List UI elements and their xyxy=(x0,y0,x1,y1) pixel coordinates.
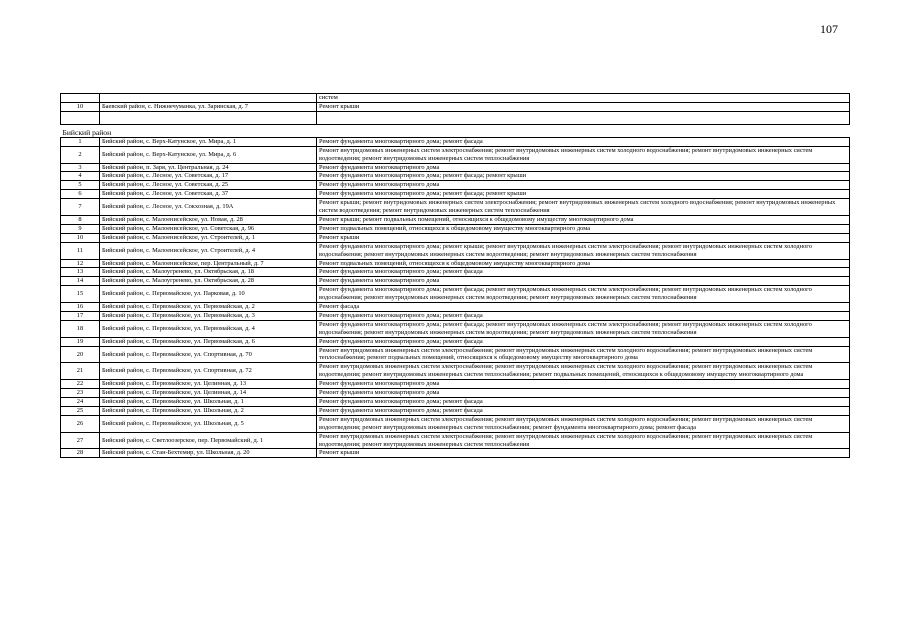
table-row xyxy=(61,346,850,363)
row-work: Ремонт подвальных помещений, относящихся к общедомовому имуществу многоквартирного дома xyxy=(317,259,850,268)
row-number: 19 xyxy=(61,337,100,346)
row-address: Бийский район, с. Первомайское, ул. Первомайская, д. 6 xyxy=(100,337,317,346)
row-address: Баевский район, с. Нижнечуманка, ул. Заринская, д. 7 xyxy=(100,102,317,111)
row-work: Ремонт фундамента многоквартирного дома xyxy=(317,389,850,398)
row-number: 24 xyxy=(61,398,100,407)
row-number: 18 xyxy=(61,320,100,337)
row-work: Ремонт фундамента многоквартирного дома; ремонт фасада xyxy=(317,337,850,346)
table-row xyxy=(61,337,850,346)
row-work: Ремонт фундамента многоквартирного дома xyxy=(317,277,850,286)
row-address: Бийский район, с. Светлоозерское, пер. Первомайский, д. 1 xyxy=(100,432,317,449)
repair-table-body xyxy=(61,94,850,458)
row-work: Ремонт крыши xyxy=(317,233,850,242)
row-number: 14 xyxy=(61,277,100,286)
table-row xyxy=(61,320,850,337)
row-number: 13 xyxy=(61,268,100,277)
table-row xyxy=(61,233,850,242)
row-address: Бийский район, с. Малоенисейское, пер. Центральный, д. 7 xyxy=(100,259,317,268)
row-address: Бийский район, п. Заря, ул. Центральная, д. 24 xyxy=(100,163,317,172)
table-row xyxy=(61,259,850,268)
table-row xyxy=(61,406,850,415)
row-number: 12 xyxy=(61,259,100,268)
table-row xyxy=(61,181,850,190)
row-address: Бийский район, с. Лесное, ул. Советская, д. 37 xyxy=(100,190,317,199)
row-number: 28 xyxy=(61,449,100,458)
row-number: 9 xyxy=(61,224,100,233)
spacer-row xyxy=(61,111,850,124)
row-work: Ремонт внутридомовых инженерных систем электроснабжения; ремонт внутридомовых инженерных систем холодного водоснабжения; ремонт внутридомовых инженерных систем водоотведения; ремонт внутридомовых инженерных систем теплоснабжения; ремонт подвальных помещений, относящихся к общедомовому имуществу многоквартирного дома xyxy=(317,363,850,380)
row-work: Ремонт внутридомовых инженерных систем электроснабжения; ремонт внутридомовых инженерных систем холодного водоснабжения; ремонт внутридомовых инженерных систем водоотведения; ремонт внутридомовых инженерных систем теплоснабжения xyxy=(317,432,850,449)
row-work: Ремонт фундамента многоквартирного дома; ремонт фасада; ремонт крыши xyxy=(317,190,850,199)
row-work: Ремонт фундамента многоквартирного дома; ремонт фасада; ремонт внутридомовых инженерных систем электроснабжения; ремонт внутридомовых инженерных систем холодного водоснабжения; ремонт внутридомовых инженерных систем водоотведения; ремонт внутридомовых инженерных систем теплоснабжения xyxy=(317,286,850,303)
row-number: 23 xyxy=(61,389,100,398)
table-row xyxy=(61,137,850,146)
row-number: 4 xyxy=(61,172,100,181)
row-work: Ремонт фундамента многоквартирного дома; ремонт фасада xyxy=(317,137,850,146)
row-address: Бийский район, с. Первомайское, ул. Первомайская, д. 4 xyxy=(100,320,317,337)
row-address: Бийский район, с. Лесное, ул. Советская, д. 25 xyxy=(100,181,317,190)
row-address: Бийский район, с. Малоенисейское, ул. Строителей, д. 1 xyxy=(100,233,317,242)
row-number: 6 xyxy=(61,190,100,199)
row-number xyxy=(61,94,100,103)
table-row xyxy=(61,163,850,172)
table-row xyxy=(61,102,850,111)
row-address: Бийский район, с. Первомайское, ул. Первомайская, д. 2 xyxy=(100,303,317,312)
row-address: Бийский район, с. Малоенисейское, ул. Новая, д. 28 xyxy=(100,215,317,224)
row-work: Ремонт фундамента многоквартирного дома; ремонт фасада xyxy=(317,311,850,320)
row-address: Бийский район, с. Первомайское, ул. Школьная, д. 5 xyxy=(100,415,317,432)
table-row xyxy=(61,190,850,199)
row-address: Бийский район, с. Лесное, ул. Сокхозная, д. 19А xyxy=(100,199,317,216)
row-work: Ремонт внутридомовых инженерных систем электроснабжения; ремонт внутридомовых инженерных систем холодного водоснабжения; ремонт внутридомовых инженерных систем теплоснабжения; ремонт подвальных помещений, относящихся к общедомовому имуществу многоквартирного дома xyxy=(317,346,850,363)
row-work: Ремонт внутридомовых инженерных систем электроснабжения; ремонт внутридомовых инженерных систем холодного водоснабжения; ремонт внутридомовых инженерных систем водоотведения; ремонт внутридомовых инженерных систем теплоснабжения xyxy=(317,146,850,163)
row-address: Бийский район, с. Верх-Катунское, ул. Мира, д. 6 xyxy=(100,146,317,163)
table-row xyxy=(61,172,850,181)
row-number: 27 xyxy=(61,432,100,449)
row-number: 2 xyxy=(61,146,100,163)
row-number: 26 xyxy=(61,415,100,432)
row-number: 1 xyxy=(61,137,100,146)
table-row xyxy=(61,415,850,432)
row-work: Ремонт крыши; ремонт подвальных помещений, относящихся к общедомовому имуществу многоквартирного дома xyxy=(317,215,850,224)
row-address: Бийский район, с. Первомайское, ул. Спортивная, д. 70 xyxy=(100,346,317,363)
table-row xyxy=(61,224,850,233)
row-number: 5 xyxy=(61,181,100,190)
section-header-row xyxy=(61,124,850,137)
page-number: 107 xyxy=(820,22,838,36)
table-row xyxy=(61,303,850,312)
row-address: Бийский район, с. Первомайское, ул. Целинная, д. 14 xyxy=(100,389,317,398)
repair-table xyxy=(60,93,850,458)
row-address: Бийский район, с. Первомайское, ул. Первомайская, д. 3 xyxy=(100,311,317,320)
row-address: Бийский район, с. Первомайское, ул. Целинная, д. 13 xyxy=(100,380,317,389)
table-row xyxy=(61,277,850,286)
row-work: Ремонт крыши xyxy=(317,102,850,111)
table-row xyxy=(61,146,850,163)
row-number: 25 xyxy=(61,406,100,415)
row-address: Бийский район, с. Малоенисейское, ул. Советская, д. 96 xyxy=(100,224,317,233)
table-row xyxy=(61,449,850,458)
row-work: Ремонт фундамента многоквартирного дома; ремонт фасада xyxy=(317,398,850,407)
row-address: Бийский район, с. Первомайское, ул. Спортивная, д. 72 xyxy=(100,363,317,380)
row-work: Ремонт фундамента многоквартирного дома; ремонт крыши; ремонт внутридомовых инженерных систем электроснабжения; ремонт внутридомовых инженерных систем холодного водоснабжения; ремонт внутридомовых инженерных систем водоотведения; ремонт внутридомовых инженерных систем теплоснабжения xyxy=(317,242,850,259)
table-row xyxy=(61,215,850,224)
row-address: Бийский район, с. Лесное, ул. Советская, д. 17 xyxy=(100,172,317,181)
row-number: 21 xyxy=(61,363,100,380)
row-address: Бийский район, с. Первомайское, ул. Парковая, д. 10 xyxy=(100,286,317,303)
row-number: 11 xyxy=(61,242,100,259)
table-row xyxy=(61,380,850,389)
row-number: 16 xyxy=(61,303,100,312)
table-row xyxy=(61,432,850,449)
row-work: Ремонт фундамента многоквартирного дома; ремонт фасада; ремонт внутридомовых инженерных систем электроснабжения; ремонт внутридомовых инженерных систем холодного водоснабжения; ремонт внутридомовых инженерных систем водоотведения; ремонт внутридомовых инженерных систем теплоснабжения xyxy=(317,320,850,337)
row-work: Ремонт подвальных помещений, относящихся к общедомовому имуществу многоквартирного дома xyxy=(317,224,850,233)
row-number: 10 xyxy=(61,102,100,111)
table-row xyxy=(61,242,850,259)
row-number: 8 xyxy=(61,215,100,224)
spacer-cell xyxy=(317,111,850,124)
row-address: Бийский район, с. Первомайское, ул. Школьная, д. 2 xyxy=(100,406,317,415)
row-address: Бийский район, с. Малоугренево, ул. Октябрьская, д. 18 xyxy=(100,268,317,277)
row-number: 17 xyxy=(61,311,100,320)
row-work: Ремонт фундамента многоквартирного дома; ремонт фасада xyxy=(317,268,850,277)
row-work: Ремонт фундамента многоквартирного дома xyxy=(317,163,850,172)
row-work: Ремонт крыши; ремонт внутридомовых инженерных систем электроснабжения; ремонт внутридомовых инженерных систем холодного водоснабжения; ремонт внутридомовых инженерных систем водоотведения; ремонт внутридомовых инженерных систем теплоснабжения xyxy=(317,199,850,216)
table-row xyxy=(61,311,850,320)
row-address: Бийский район, с. Малоугренево, ул. Октябрьская, д. 28 xyxy=(100,277,317,286)
row-address: Бийский район, с. Малоенисейское, ул. Строителей, д. 4 xyxy=(100,242,317,259)
row-address: Бийский район, с. Верх-Катунское, ул. Мира, д. 1 xyxy=(100,137,317,146)
row-work: систем xyxy=(317,94,850,103)
row-address: Бийский район, с. Стан-Бехтемир, ул. Школьная, д. 20 xyxy=(100,449,317,458)
row-number: 15 xyxy=(61,286,100,303)
table-row xyxy=(61,268,850,277)
row-work: Ремонт фундамента многоквартирного дома; ремонт фасада xyxy=(317,406,850,415)
section-title: Бийский район xyxy=(61,124,850,137)
row-address xyxy=(100,94,317,103)
row-number: 10 xyxy=(61,233,100,242)
table-row xyxy=(61,363,850,380)
row-work: Ремонт фундамента многоквартирного дома xyxy=(317,181,850,190)
row-work: Ремонт фасада xyxy=(317,303,850,312)
table-row xyxy=(61,94,850,103)
row-work: Ремонт внутридомовых инженерных систем электроснабжения; ремонт внутридомовых инженерных систем холодного водоснабжения; ремонт внутридомовых инженерных систем водоотведения; ремонт внутридомовых инженерных систем теплоснабжения; ремонт фундамента многоквартирного дома; ремонт фасада xyxy=(317,415,850,432)
row-address: Бийский район, с. Первомайское, ул. Школьная, д. 1 xyxy=(100,398,317,407)
row-number: 3 xyxy=(61,163,100,172)
table-row xyxy=(61,199,850,216)
row-number: 20 xyxy=(61,346,100,363)
row-work: Ремонт крыши xyxy=(317,449,850,458)
spacer-cell xyxy=(61,111,100,124)
table-row xyxy=(61,389,850,398)
row-work: Ремонт фундамента многоквартирного дома; ремонт фасада; ремонт крыши xyxy=(317,172,850,181)
row-work: Ремонт фундамента многоквартирного дома xyxy=(317,380,850,389)
table-row xyxy=(61,286,850,303)
row-number: 22 xyxy=(61,380,100,389)
table-row xyxy=(61,398,850,407)
spacer-cell xyxy=(100,111,317,124)
row-number: 7 xyxy=(61,199,100,216)
